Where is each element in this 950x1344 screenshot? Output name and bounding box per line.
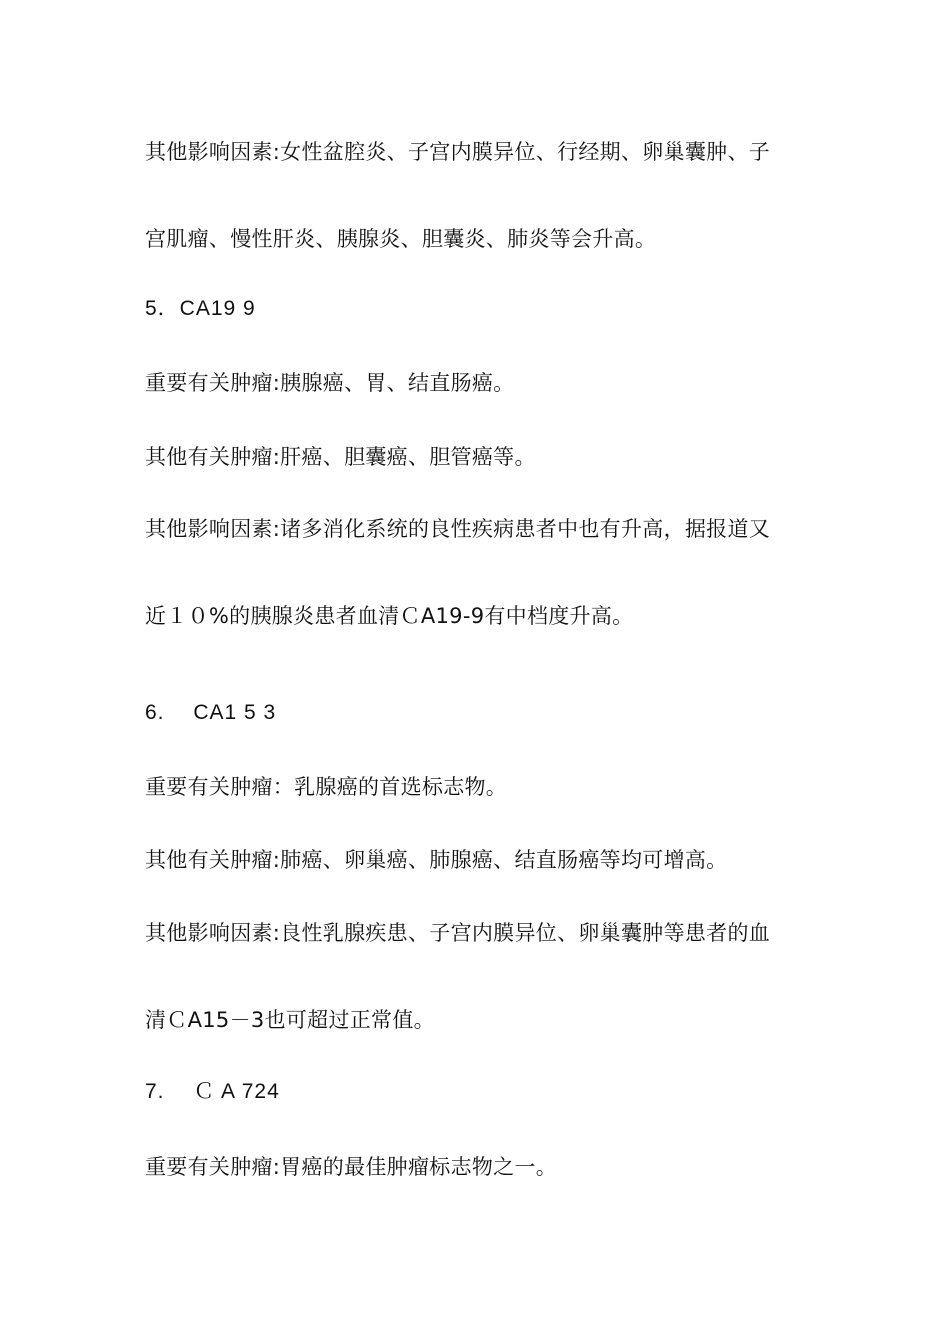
section-heading-7: 7. Ｃ A 724: [145, 1080, 280, 1103]
text-line-4: 其他有关肿瘤:肝癌、胆囊癌、胆管癌等。: [145, 445, 536, 469]
text-line-7: 重要有关肿瘤：乳腺癌的首选标志物。: [145, 775, 508, 799]
text-line-1: 其他影响因素:女性盆腔炎、子宫内膜异位、行经期、卵巢囊肿、子: [145, 140, 771, 164]
text-line-10: 清ＣA15－3也可超过正常值。: [145, 1008, 435, 1032]
text-line-9: 其他影响因素:良性乳腺疾患、子宫内膜异位、卵巢囊肿等患者的血: [145, 921, 771, 945]
text-line-6: 近１０%的胰腺炎患者血清ＣA19-9有中档度升高。: [145, 604, 634, 628]
section-heading-5: 5．CA19 9: [145, 297, 256, 320]
text-line-8: 其他有关肿瘤:肺癌、卵巢癌、肺腺癌、结直肠癌等均可增高。: [145, 848, 728, 872]
text-line-3: 重要有关肿瘤:胰腺癌、胃、结直肠癌。: [145, 371, 515, 395]
text-line-11: 重要有关肿瘤:胃癌的最佳肿瘤标志物之一。: [145, 1155, 558, 1179]
text-line-2: 宫肌瘤、慢性肝炎、胰腺炎、胆囊炎、肺炎等会升高。: [145, 227, 657, 251]
text-line-5: 其他影响因素:诸多消化系统的良性疾病患者中也有升高，据报道又: [145, 517, 771, 541]
section-heading-6: 6. CA1 5 3: [145, 701, 277, 724]
